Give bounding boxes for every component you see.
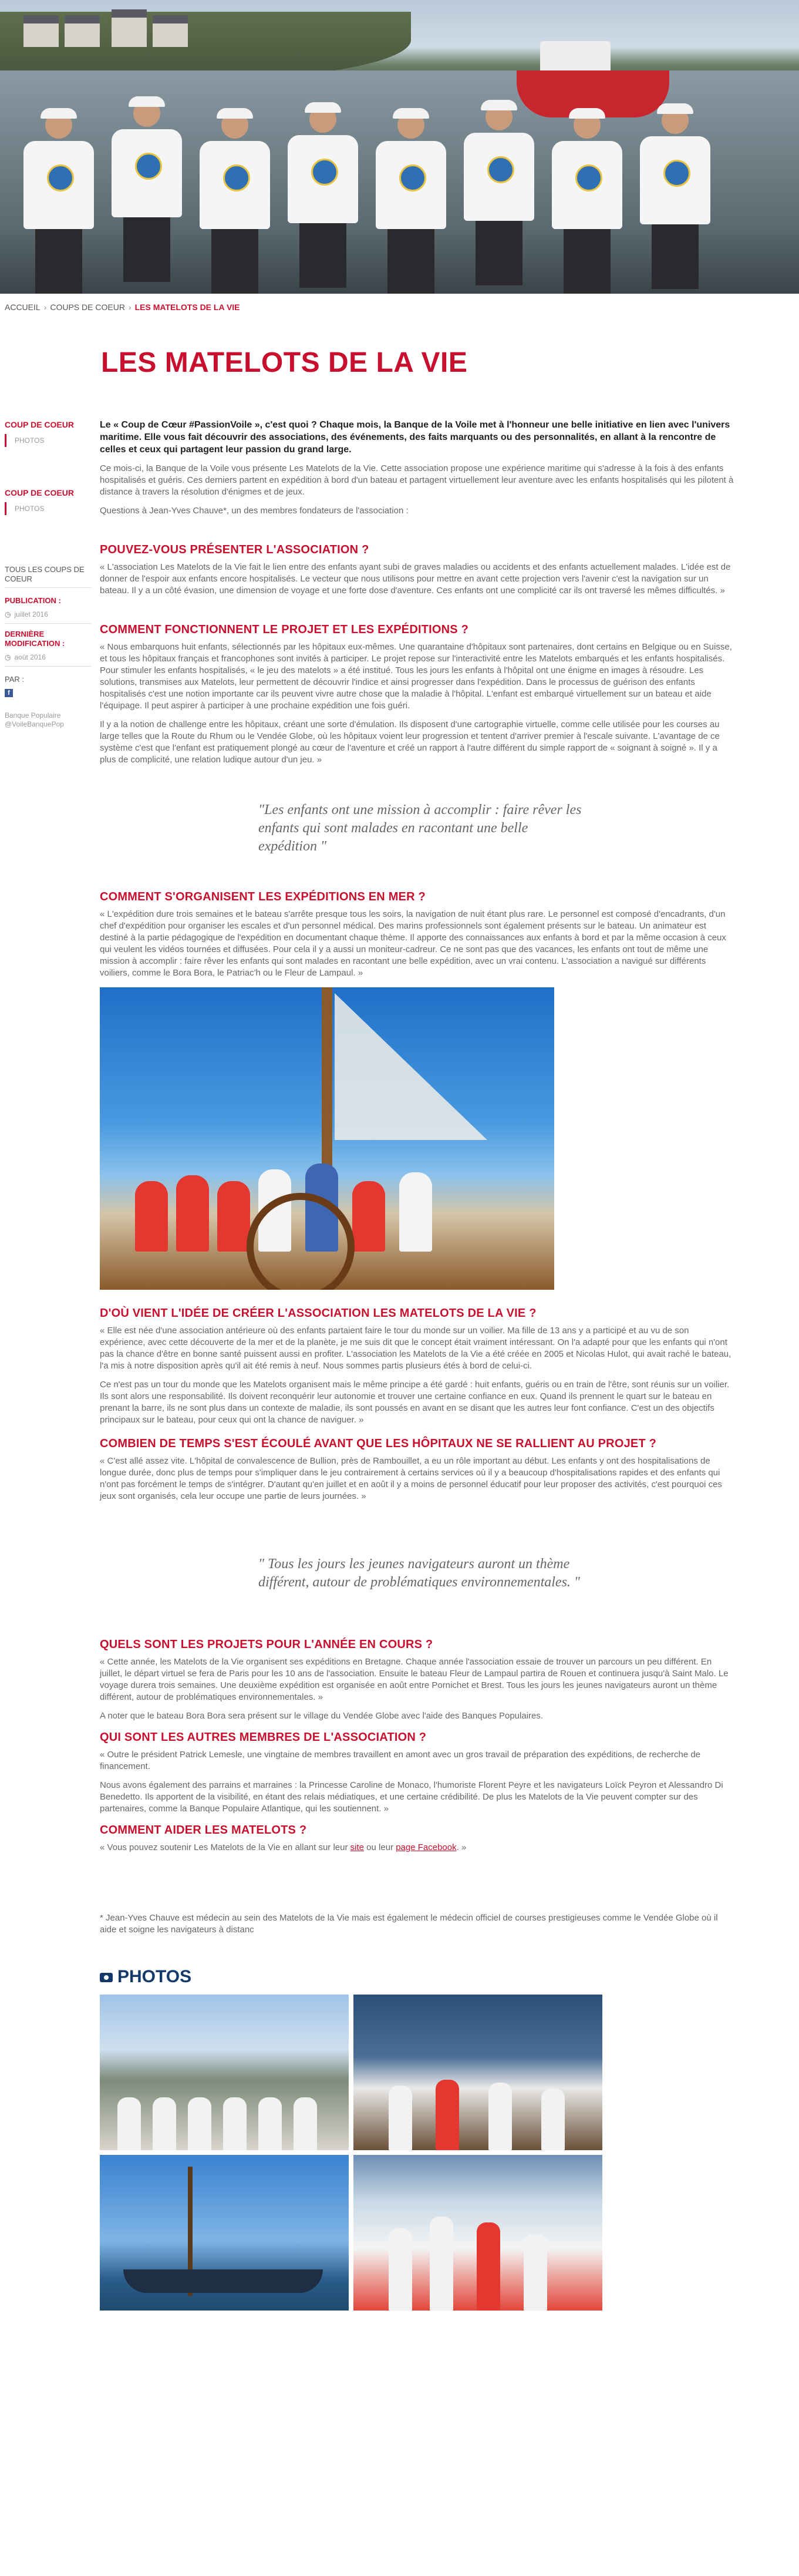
sidebar-photos-link[interactable]: PHOTOS [5,502,92,515]
section-heading: COMMENT S'ORGANISENT LES EXPÉDITIONS EN MER ? [100,890,426,903]
section-paragraph [100,1842,734,1854]
gallery-photo[interactable] [353,1995,602,2150]
breadcrumb-section-link[interactable]: COUPS DE COEUR [50,302,125,312]
page-title: LES MATELOTS DE LA VIE [101,347,468,378]
section-paragraph: « L'association Les Matelots de la Vie fait le lien entre des enfants ayant subi de graves maladies ou accidents et des enfants actuellement malades. L'idée est de donner de l'espoir aux enfants encore hospitalisés. Le vecteur que nous utilisons pour mettre en avant cette projection vers l'avenir c'est la navigation sur un bateau. Il y a un côté évasion, une dimension de voyage et une forte dose d'aventure. Ces enfants ont une complicité car ils ont traversé les mêmes difficultés. » [100,562,731,596]
sidebar-by-label: PAR : [5,675,24,684]
breadcrumb-separator: › [128,302,132,312]
sidebar-published-label: PUBLICATION : [5,596,61,605]
facebook-page-link[interactable]: page Facebook [396,1842,457,1852]
sidebar [5,420,92,729]
sidebar-all-coups-link[interactable]: TOUS LES COUPS DE COEUR [5,565,92,588]
breadcrumb-home-link[interactable]: ACCUEIL [5,302,41,312]
sidebar-modified-label: DERNIÈRE MODIFICATION : [5,630,65,648]
section-heading: COMMENT FONCTIONNENT LE PROJET ET LES EXPÉDITIONS ? [100,623,469,636]
section-paragraph: Ce n'est pas un tour du monde que les Matelots organisent mais le même principe a été gardé : huit enfants, guéris ou en train de l'être, sont réunis sur un voilier. Ils sont alors une responsabilité. Ils doivent reconquérir leur autonomie et trouver une certaine confiance en eux. Quand ils prennent le quart sur le bateau en prenant la barre, ils ne sont plus dans un contexte de maladie, ils sont poussés en avant en se disant que les autres leur font confiance. C'est un des objectifs principaux sur le bateau, pour ceux qui ont la chance de naviguer. » [100,1380,730,1425]
section-paragraph: « Cette année, les Matelots de la Vie organisent ses expéditions en Bretagne. Chaque année l'association essaie de trouver un parcours un peu différent. En juillet, le départ virtuel se fera de Paris pour les 10 ans de l'association. Ensuite le bateau Fleur de Lampaul partira de Rouen et continuera jusqu'à Saint Malo. Le voyage durera trois semaines. Une deuxième expédition est organisée en août entre Pornichet et Brest. Tous les jours les jeunes navigateurs auront un thème différent, autour de problématiques environnementales. » [100,1657,729,1702]
article-intro: Le « Coup de Cœur #PassionVoile », c'est quoi ? Chaque mois, la Banque de la Voile met à l'honneur une belle initiative en lien avec l'univers maritime. Elle vous fait découvrir des associations, des événements, des faits marquants ou des personnalités, en allant à la rencontre de celles et ceux qui partagent leur passion du grand large. [100,420,730,455]
breadcrumb [5,302,240,312]
sidebar-published-date: ◷ juillet 2016 [5,610,92,624]
section-paragraph: Il y a la notion de challenge entre les hôpitaux, créant une sorte d'émulation. Ils disposent d'une cartographie virtuelle, comme celle utilisée pour les courses au large telles que la Route du Rhum ou le Vendée Globe, où les hôpitaux voient leur progression et tentent d'arriver premier à l'escale suivante. L'avantage de ce système c'est que l'enfant est pratiquement plongé au cœur de l'aventure et créé un rapport à l'autre différent du simple rapport de « soignant à soigné ». Il y a plus de complicité, une relation ludique autour d'un jeu. » [100,719,720,765]
hero-photo [0,0,799,294]
photos-title-label: PHOTOS [117,1967,192,1986]
sidebar-group-title: COUP DE COEUR [5,420,74,429]
camera-icon [100,1973,113,1982]
article-lead: Ce mois-ci, la Banque de la Voile vous présente Les Matelots de la Vie. Cette association propose une expérience maritime qui s'adresse à la fois à des enfants hospitalisés et guéris. Ces derniers partent en expédition à bord d'un bateau et partagent virtuellement leur aventure avec les enfants hospitalisés qui les pilotent à distance à travers la résolution d'énigmes et de jeux. [100,463,734,497]
pull-quote: "Les enfants ont une mission à accomplir : faire rêver les enfants qui sont malades en racontant une belle expédition " [258,802,582,854]
section-paragraph: « C'est allé assez vite. L'hôpital de convalescence de Bullion, près de Rambouillet, a eu un rôle important au début. Les enfants y ont des hospitalisations de longue durée, donc plus de temps pour s'impliquer dans le jeu contrairement à certains services où il y a beaucoup d'hospitalisations rapides et des enfants qui n'ont pas forcément le temps de s'intégrer. D'autant qu'en juillet et en août il y a moins de personnel éducatif pour leur proposer des activités, c'est pourquoi ces jeux sont organisés, cela leur occupe une partie de leurs journées. » [100,1456,722,1501]
help-text-before: « Vous pouvez soutenir Les Matelots de la Vie en allant sur leur [100,1842,350,1852]
sailboat-crew-photo [100,987,554,1290]
section-heading: COMBIEN DE TEMPS S'EST ÉCOULÉ AVANT QUE LES HÔPITAUX NE SE RALLIENT AU PROJET ? [100,1437,657,1450]
section-heading: POUVEZ-VOUS PRÉSENTER L'ASSOCIATION ? [100,543,369,556]
section-paragraph: A noter que le bateau Bora Bora sera présent sur le village du Vendée Globe avec l'aide des Banques Populaires. [100,1711,544,1721]
section-paragraph: « Nous embarquons huit enfants, sélectionnés par les hôpitaux eux-mêmes. Une quarantaine d'hôpitaux sont partenaires, dont certains en Belgique ou en Suisse, et tous les hôpitaux français et francophones sont invités à participer. Le projet repose sur l'interactivité entre les Matelots embarqués et les enfants hospitalisés. Pour stimuler les enfants hospitalisés, « le jeu des matelots » a été institué. Tous les jours les enfants à l'hôpital ont une énigme en images à résoudre. Les solutions, transmises aux Matelots, leur permettent de découvrir l'indice et ainsi progresser dans l'expédition. Dans le processus de guérison des enfants hospitalisés c'est une notion importante car ils peuvent vivre autre chose que la maladie à l'hôpital. L'enfant est embarqué virtuellement sur un bateau et aide l'équipage. Il peut aspirer à participer à une prochaine expédition une fois guéri. [100,642,732,711]
section-heading: QUI SONT LES AUTRES MEMBRES DE L'ASSOCIATION ? [100,1731,427,1744]
hero-children-group [23,100,757,294]
gallery-photo[interactable] [100,2155,349,2311]
section-paragraph: « Outre le président Patrick Lemesle, une vingtaine de membres travaillent en amont avec un gros travail de préparation des expéditions, de recherche de financement. [100,1750,701,1771]
sidebar-author: Banque Populaire @VoileBanquePop [5,711,64,728]
facebook-icon[interactable]: f [5,689,13,697]
article-footnote: * Jean-Yves Chauve est médecin au sein des Matelots de la Vie mais est également le médecin officiel de courses prestigieuses comme le Vendée Globe où il aide et soigne les navigateurs à distanc [100,1913,718,1935]
sidebar-photos-link[interactable]: PHOTOS [5,434,92,447]
pull-quote: " Tous les jours les jeunes navigateurs auront un thème différent, autour de problématiques environnementales. " [258,1556,580,1590]
gallery-photo[interactable] [353,2155,602,2311]
help-text-after: . » [456,1842,467,1852]
photos-section-title [100,1967,734,1986]
photo-gallery [100,1995,605,2312]
section-paragraph: « L'expédition dure trois semaines et le bateau s'arrête presque tous les soirs, la navigation de nuit étant plus rare. Le personnel est composé d'encadrants, d'un chef d'expédition pour organiser les escales et d'un personnel médical. Des marins professionnels sont également présents sur le bateau. Un animateur est destiné à la partie pédagogique de l'expédition en documentant chaque thème. Il apporte des connaissances aux enfants à bord et par la même occasion à ceux qui veulent les vidéos tournées et diffusées. Pour cela il y a aussi un moniteur-cadreur. Ce ne sont pas que des vacances, les enfants ont tout de même une mission à accomplir : faire rêver les enfants qui sont malades en racontant une belle expédition, avec un vrai contenu. L'association a navigué sur différents voiliers, comme le Bora Bora, le Patriac'h ou le Fleur de Lampaul. » [100,909,726,978]
section-heading: QUELS SONT LES PROJETS POUR L'ANNÉE EN COURS ? [100,1638,433,1651]
section-paragraph: Nous avons également des parrains et marraines : la Princesse Caroline de Monaco, l'humoriste Florent Peyre et les navigateurs Loïck Peyron et Alessandro Di Benedetto. Ils apportent de la visibilité, en étant des relais médiatiques, et une certaine crédibilité. De plus les Matelots de la Vie peuvent compter sur des partenaires, comme la Banque Populaire Atlantique, qui les soutiennent. » [100,1780,723,1814]
gallery-photo[interactable] [100,1995,349,2150]
section-paragraph: « Elle est née d'une association antérieure où des enfants partaient faire le tour du monde sur un voilier. Ma fille de 13 ans y a participé et au vu de son expérience, avec cette découverte de la mer et de la planète, je me suis dit que le concept était vraiment intéressant. On l'a adapté pour que les enfants qui n'ont pas la chance d'être en bonne santé puissent aussi en profiter. L'association les Matelots de la Vie a été créée en 2005 et Nicolas Hulot, qui avait raché le bateau, l'a mis à notre disposition après qu'il ait été remis à neuf. Nous sommes partis plusieurs étés à bord de celui-ci. [100,1326,731,1371]
article-questions-intro: Questions à Jean-Yves Chauve*, un des membres fondateurs de l'association : [100,506,409,516]
sidebar-group [5,420,92,447]
section-heading: D'OÙ VIENT L'IDÉE DE CRÉER L'ASSOCIATION LES MATELOTS DE LA VIE ? [100,1307,537,1320]
sidebar-modified-date: ◷ août 2016 [5,653,92,667]
association-site-link[interactable]: site [350,1842,364,1852]
hero-houses [23,6,200,47]
breadcrumb-separator: › [43,302,47,312]
help-text-middle: ou leur [364,1842,396,1852]
section-heading: COMMENT AIDER LES MATELOTS ? [100,1824,307,1837]
article [100,419,734,2312]
breadcrumb-current: LES MATELOTS DE LA VIE [134,302,240,312]
sidebar-group-title: COUP DE COEUR [5,488,74,497]
sidebar-group [5,488,92,515]
